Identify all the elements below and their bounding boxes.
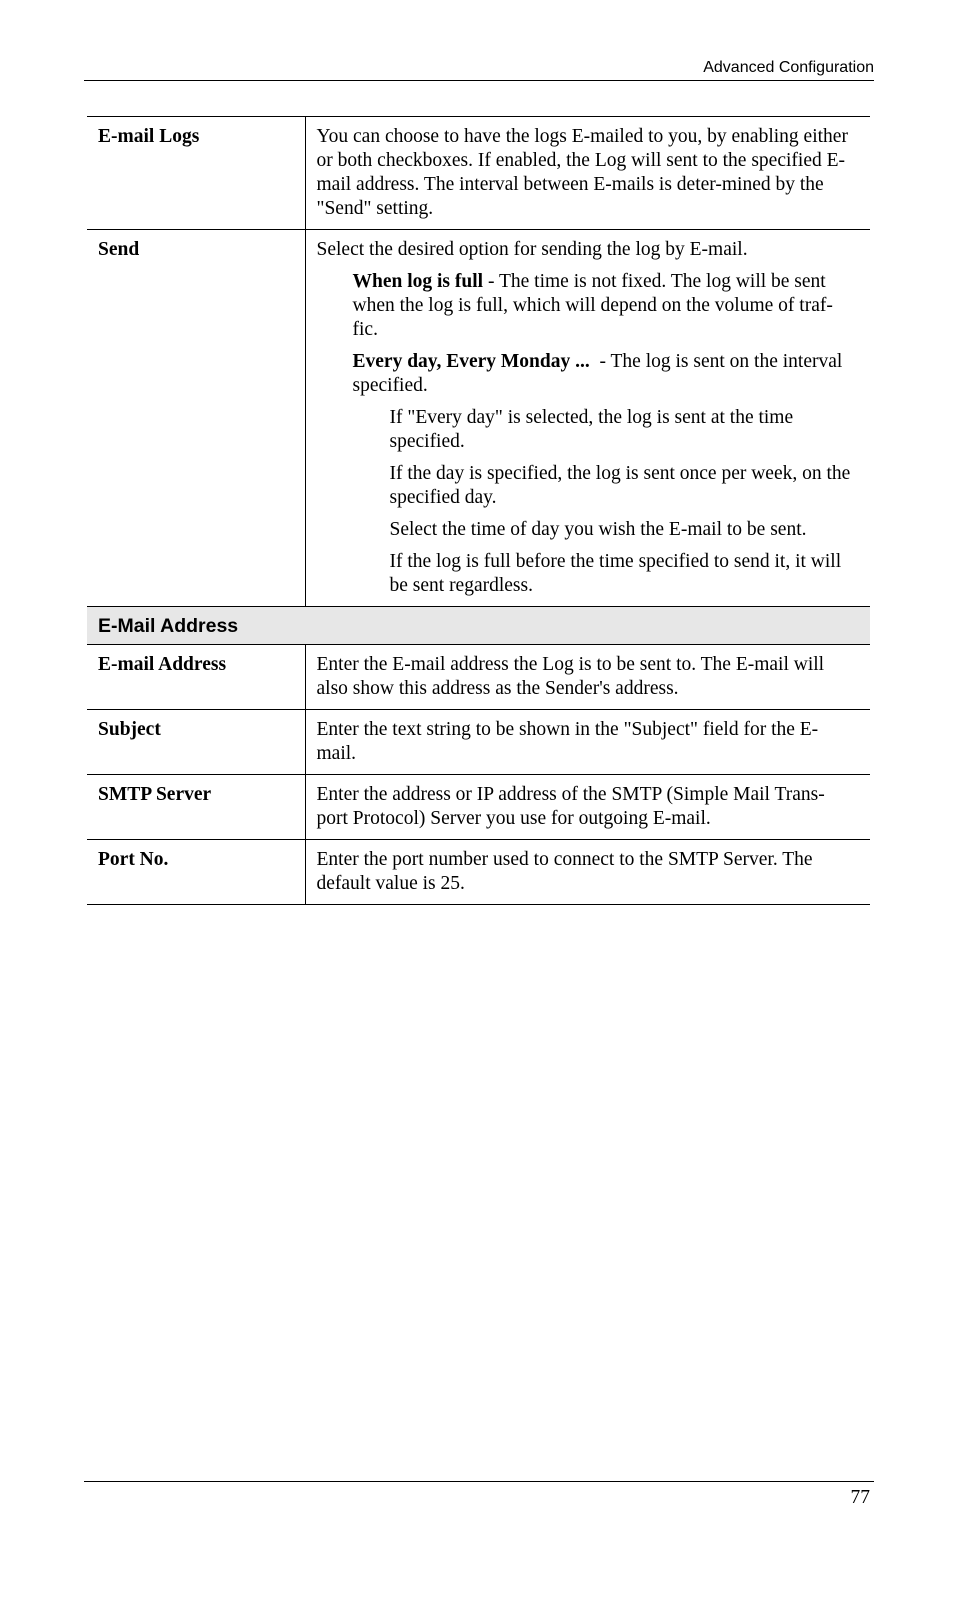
- settings-description-table: [87, 116, 870, 905]
- table-row-email-logs: [87, 117, 870, 230]
- send-note: If the day is specified, the log is sent once per week, on the specified day.: [389, 463, 851, 508]
- send-note: Select the time of day you wish the E-mail to be sent.: [389, 519, 807, 540]
- table-row-subject: [87, 710, 870, 775]
- page-number: 77: [850, 1487, 870, 1508]
- table-row-smtp-server: [87, 775, 870, 840]
- term-smtp-server: SMTP Server: [87, 775, 305, 840]
- term-port-no: Port No.: [87, 840, 305, 905]
- send-option-every-day: [353, 350, 857, 398]
- desc-email-address: Enter the E-mail address the Log is to be sent to. The E-mail will also show this address as the Sender's address.: [305, 645, 870, 710]
- term-subject: Subject: [87, 710, 305, 775]
- footer-divider: [84, 1481, 874, 1482]
- desc-send: [305, 230, 870, 607]
- desc-subject: Enter the text string to be shown in the "Subject" field for the E-mail.: [305, 710, 870, 775]
- term-email-logs: E-mail Logs: [87, 117, 305, 230]
- section-title-email-address: E-Mail Address: [87, 607, 870, 645]
- term-email-address: E-mail Address: [87, 645, 305, 710]
- desc-smtp-server: Enter the address or IP address of the SMTP (Simple Mail Trans-port Protocol) Server you use for outgoing E-mail.: [305, 775, 870, 840]
- send-option-when-full: [353, 270, 857, 342]
- send-note: If "Every day" is selected, the log is sent at the time specified.: [389, 407, 794, 452]
- header-divider: [84, 80, 874, 81]
- send-note: If the log is full before the time specified to send it, it will be sent regardless.: [389, 551, 842, 596]
- table-row-email-address: [87, 645, 870, 710]
- send-option-when-full-label: When log is full: [352, 271, 484, 292]
- desc-port-no: Enter the port number used to connect to the SMTP Server. The default value is 25.: [305, 840, 870, 905]
- send-option-every-day-text: - The log is sent on the interval specified.: [352, 351, 848, 396]
- send-option-when-full-text: - The time is not fixed. The log will be sent when the log is full, which will depend on the volume of traf-fic.: [352, 271, 833, 340]
- section-header-row: [87, 607, 870, 645]
- desc-email-logs: You can choose to have the logs E-mailed to you, by enabling either or both checkboxes. If enabled, the Log will sent to the specified E-mail address. The interval between E-mails is deter-mined by the "Send" setting.: [305, 117, 870, 230]
- running-header-title: Advanced Configuration: [703, 59, 874, 76]
- table-row-port-no: [87, 840, 870, 905]
- send-intro: Select the desired option for sending the log by E-mail.: [316, 239, 748, 260]
- table-row-send: [87, 230, 870, 607]
- send-option-every-day-label: Every day, Every Monday ...: [352, 351, 590, 372]
- term-send: Send: [87, 230, 305, 607]
